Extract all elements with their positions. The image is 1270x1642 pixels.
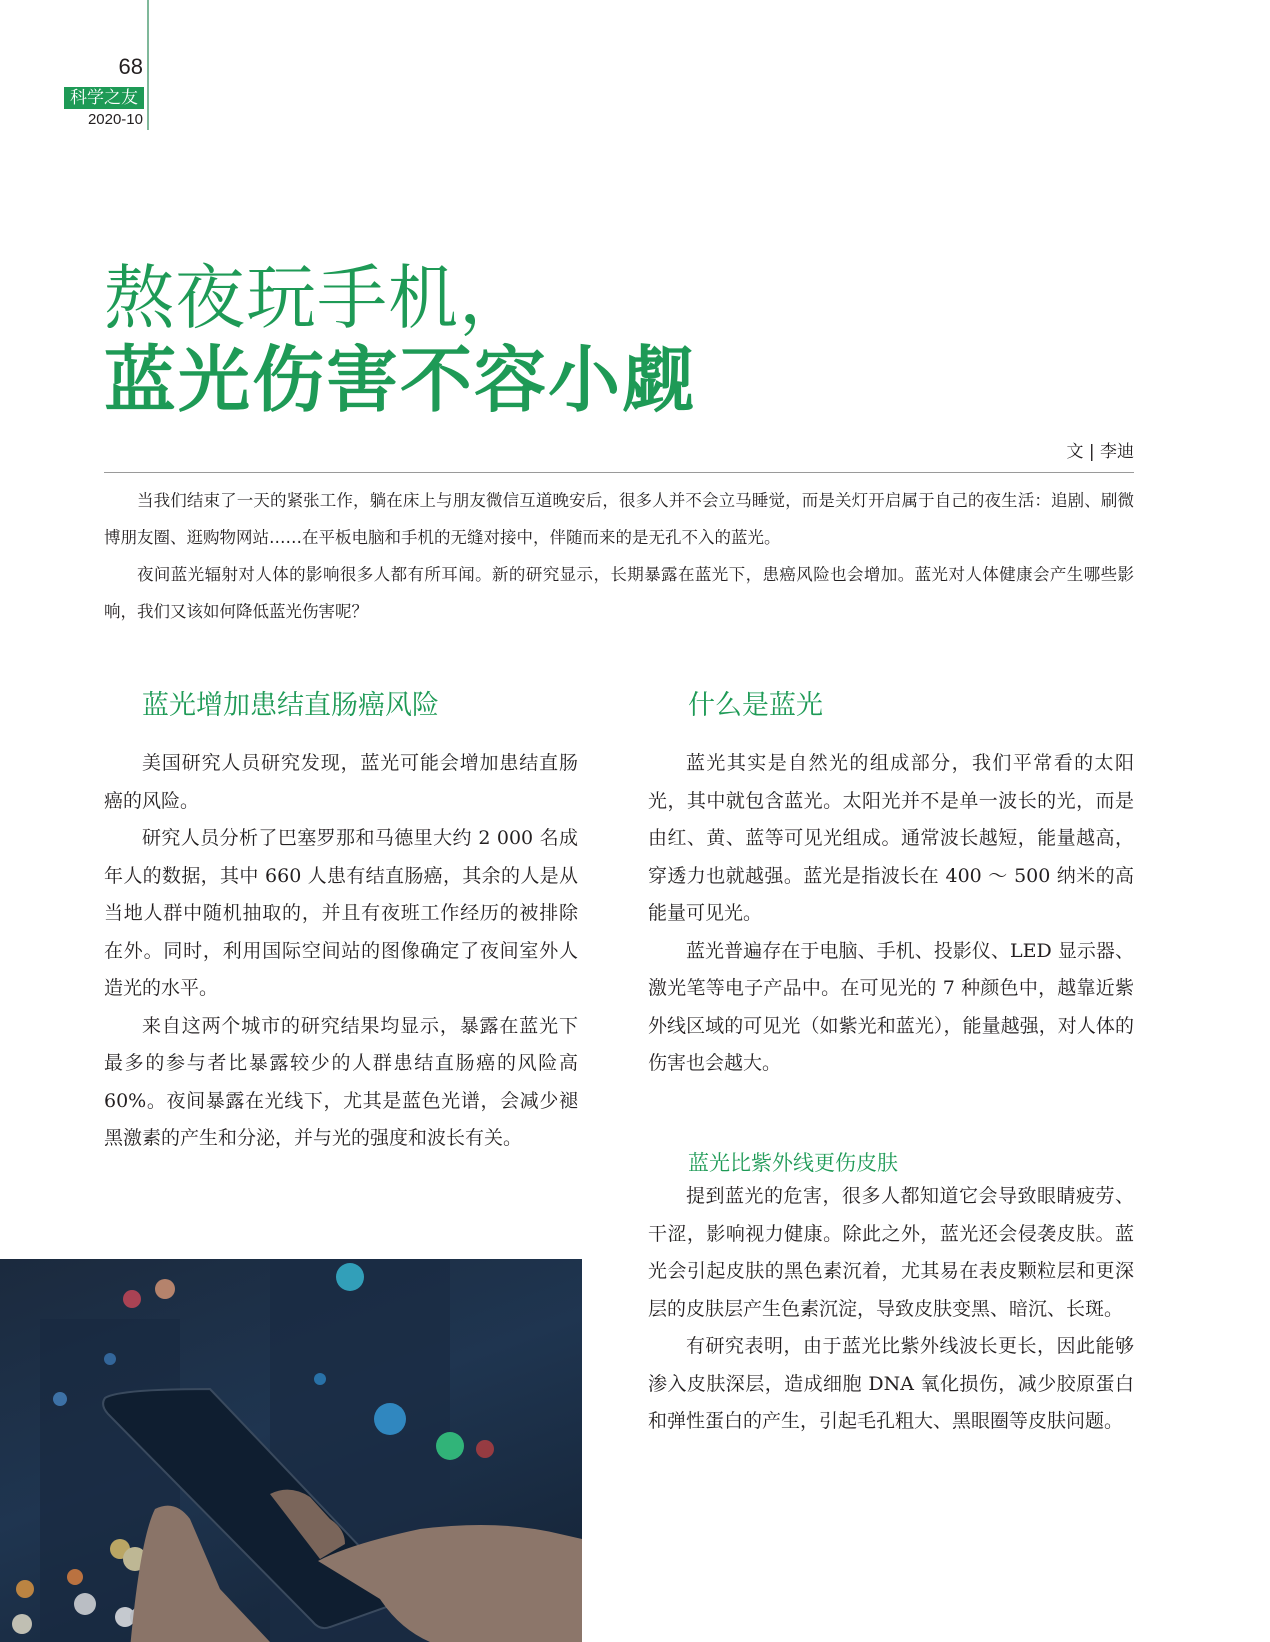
- body-paragraph: 蓝光普遍存在于电脑、手机、投影仪、LED 显示器、激光笔等电子产品中。在可见光的 7 种颜色中，越靠近紫外线区域的可见光（如紫光和蓝光），能量越强，对人体的伤害也会越大。: [648, 939, 1134, 1074]
- body-paragraph: 蓝光其实是自然光的组成部分，我们平常看的太阳光，其中就包含蓝光。太阳光并不是单一波长的光，而是由红、黄、蓝等可见光组成。通常波长越短，能量越高，穿透力也就越强。蓝光是指波长在 400 ～ 500 纳米的高能量可见光。: [648, 752, 1134, 924]
- article-title-line2: 蓝光伤害不容小觑: [104, 338, 697, 422]
- phone-photo-illustration: [0, 1259, 582, 1642]
- body-paragraph: 提到蓝光的危害，很多人都知道它会导致眼睛疲劳、干涩，影响视力健康。除此之外，蓝光还会侵袭皮肤。蓝光会引起皮肤的黑色素沉着，尤其易在表皮颗粒层和更深层的皮肤层产生色素沉淀，导致皮肤变黑、暗沉、长斑。: [648, 1185, 1134, 1320]
- article-title-line1: 熬夜玩手机，: [104, 257, 530, 339]
- section-heading-colorectal: 蓝光增加患结直肠癌风险: [142, 690, 439, 721]
- section-heading-what-is-blue-light: 什么是蓝光: [688, 690, 823, 721]
- issue-date: 2020-10: [87, 111, 143, 128]
- subheading-skin-damage: 蓝光比紫外线更伤皮肤: [688, 1151, 898, 1175]
- title-divider: [104, 472, 1134, 473]
- intro-paragraph: 当我们结束了一天的紧张工作，躺在床上与朋友微信互道晚安后，很多人并不会立马睡觉，而是关灯开启属于自己的夜生活：追剧、刷微博朋友圈、逛购物网站……在平板电脑和手机的无缝对接中，伴随而来的是无孔不入的蓝光。: [104, 491, 1134, 547]
- body-paragraph: 美国研究人员研究发现，蓝光可能会增加患结直肠癌的风险。: [104, 752, 578, 812]
- header-divider-line: [147, 0, 149, 130]
- intro-section: [104, 482, 1134, 630]
- page-number: 68: [118, 54, 143, 79]
- left-column-body: [104, 745, 578, 1158]
- intro-paragraph: 夜间蓝光辐射对人体的影响很多人都有所耳闻。新的研究显示，长期暴露在蓝光下，患癌风险也会增加。蓝光对人体健康会产生哪些影响，我们又该如何降低蓝光伤害呢？: [104, 565, 1134, 621]
- body-paragraph: 有研究表明，由于蓝光比紫外线波长更长，因此能够渗入皮肤深层，造成细胞 DNA 氧化损伤，减少胶原蛋白和弹性蛋白的产生，引起毛孔粗大、黑眼圈等皮肤问题。: [648, 1335, 1134, 1432]
- body-paragraph: 研究人员分析了巴塞罗那和马德里大约 2 000 名成年人的数据，其中 660 人患有结直肠癌，其余的人是从当地人群中随机抽取的，并且有夜班工作经历的被排除在外。同时，利用国际空间站的图像确定了夜间室外人造光的水平。: [104, 827, 578, 999]
- skin-section-body: [648, 1178, 1134, 1441]
- magazine-badge: 科学之友: [64, 87, 144, 109]
- right-column-body: [648, 745, 1134, 1083]
- byline: 文 | 李迪: [1066, 442, 1134, 462]
- article-photo-phone-at-night: [0, 1259, 582, 1642]
- body-paragraph: 来自这两个城市的研究结果均显示，暴露在蓝光下最多的参与者比暴露较少的人群患结直肠癌的风险高 60%。夜间暴露在光线下，尤其是蓝色光谱，会减少褪黑激素的产生和分泌，并与光的强度和波长有关。: [104, 1014, 578, 1149]
